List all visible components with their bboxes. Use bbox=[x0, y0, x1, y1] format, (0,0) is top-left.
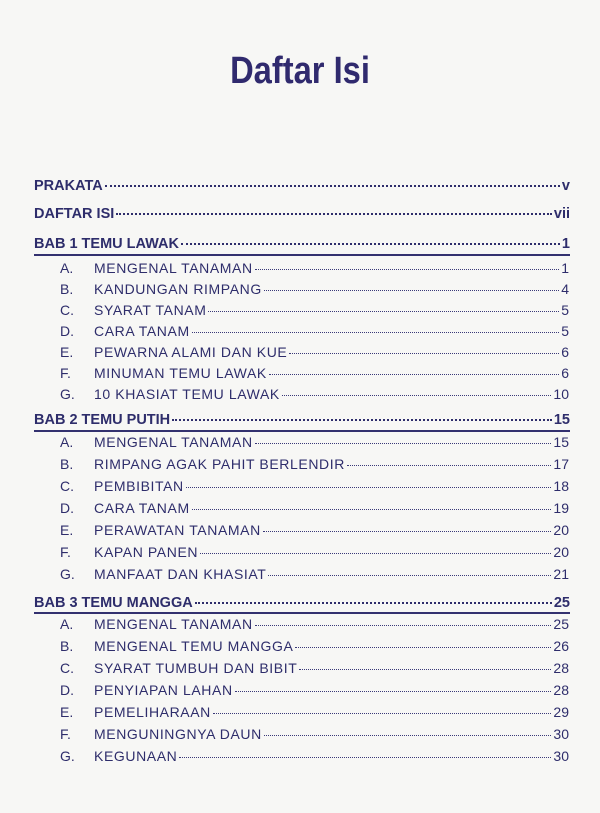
toc-item[interactable] bbox=[60, 433, 569, 451]
chapter-label: BAB 3 TEMU MANGGA bbox=[34, 595, 193, 611]
item-page: 5 bbox=[561, 302, 569, 318]
item-page: 26 bbox=[553, 638, 569, 654]
entry-label: DAFTAR ISI bbox=[34, 206, 115, 222]
item-label: MENGENAL TANAMAN bbox=[94, 434, 253, 450]
item-letter: D. bbox=[60, 500, 74, 516]
dot-leader bbox=[269, 374, 559, 375]
chapter-divider bbox=[34, 430, 570, 432]
dot-leader bbox=[264, 735, 552, 736]
dot-leader bbox=[195, 602, 552, 604]
item-label: PEMELIHARAAN bbox=[94, 704, 211, 720]
dot-leader bbox=[235, 691, 552, 692]
item-label: RIMPANG AGAK PAHIT BERLENDIR bbox=[94, 456, 345, 472]
dot-leader bbox=[255, 269, 560, 270]
item-letter: G. bbox=[60, 748, 75, 764]
dot-leader bbox=[105, 185, 560, 187]
toc-entry-daftar-isi[interactable] bbox=[34, 205, 570, 223]
item-label: MENGENAL TANAMAN bbox=[94, 616, 253, 632]
item-page: 6 bbox=[561, 365, 569, 381]
item-page: 1 bbox=[561, 260, 569, 276]
chapter-page: 15 bbox=[553, 412, 570, 428]
dot-leader bbox=[255, 443, 552, 444]
item-label: MENGENAL TEMU MANGGA bbox=[94, 638, 294, 654]
dot-leader bbox=[282, 395, 552, 396]
item-letter: E. bbox=[60, 704, 74, 720]
item-letter: G. bbox=[60, 386, 75, 402]
toc-item[interactable] bbox=[60, 259, 569, 277]
item-letter: C. bbox=[60, 302, 74, 318]
toc-chapter-1[interactable] bbox=[34, 235, 570, 253]
entry-page: v bbox=[561, 178, 570, 194]
toc-item[interactable] bbox=[60, 521, 569, 539]
item-page: 20 bbox=[553, 544, 569, 560]
item-page: 29 bbox=[553, 704, 569, 720]
item-page: 4 bbox=[561, 281, 569, 297]
item-page: 30 bbox=[553, 726, 569, 742]
item-label: PERAWATAN TANAMAN bbox=[94, 522, 261, 538]
toc-item[interactable] bbox=[60, 565, 569, 583]
item-label: MINUMAN TEMU LAWAK bbox=[94, 365, 267, 381]
item-page: 6 bbox=[561, 344, 569, 360]
item-label: PENYIAPAN LAHAN bbox=[94, 682, 233, 698]
entry-page: vii bbox=[553, 206, 570, 222]
toc-item[interactable] bbox=[60, 637, 569, 655]
toc-chapter-2[interactable] bbox=[34, 411, 570, 429]
dot-leader bbox=[295, 647, 551, 648]
item-label: PEMBIBITAN bbox=[94, 478, 184, 494]
toc-item[interactable] bbox=[60, 322, 569, 340]
chapter-label: BAB 2 TEMU PUTIH bbox=[34, 412, 171, 428]
entry-label: PRAKATA bbox=[34, 178, 103, 194]
item-label: KEGUNAAN bbox=[94, 748, 178, 764]
item-letter: A. bbox=[60, 616, 74, 632]
item-label: MENGENAL TANAMAN bbox=[94, 260, 253, 276]
item-letter: F. bbox=[60, 544, 71, 560]
item-label: SYARAT TUMBUH DAN BIBIT bbox=[94, 660, 298, 676]
chapter-divider bbox=[34, 254, 570, 256]
item-page: 19 bbox=[553, 500, 569, 516]
item-page: 28 bbox=[553, 682, 569, 698]
item-page: 20 bbox=[553, 522, 569, 538]
item-label: KANDUNGAN RIMPANG bbox=[94, 281, 262, 297]
item-page: 30 bbox=[553, 748, 569, 764]
toc-item[interactable] bbox=[60, 477, 569, 495]
item-page: 17 bbox=[553, 456, 569, 472]
chapter-label: BAB 1 TEMU LAWAK bbox=[34, 236, 179, 252]
toc-item[interactable] bbox=[60, 301, 569, 319]
dot-leader bbox=[192, 332, 559, 333]
item-label: SYARAT TANAM bbox=[94, 302, 207, 318]
item-page: 21 bbox=[553, 566, 569, 582]
item-page: 25 bbox=[553, 616, 569, 632]
page-title: Daftar Isi bbox=[230, 50, 370, 92]
item-letter: E. bbox=[60, 522, 74, 538]
dot-leader bbox=[179, 757, 551, 758]
toc-chapter-3[interactable] bbox=[34, 594, 570, 612]
dot-leader bbox=[181, 243, 560, 245]
toc-item[interactable] bbox=[60, 364, 569, 382]
dot-leader bbox=[192, 509, 552, 510]
dot-leader bbox=[208, 311, 559, 312]
item-page: 28 bbox=[553, 660, 569, 676]
item-letter: B. bbox=[60, 638, 74, 654]
item-label: CARA TANAM bbox=[94, 323, 190, 339]
item-page: 18 bbox=[553, 478, 569, 494]
toc-item[interactable] bbox=[60, 703, 569, 721]
item-letter: A. bbox=[60, 434, 74, 450]
item-label: PEWARNA ALAMI DAN KUE bbox=[94, 344, 288, 360]
dot-leader bbox=[263, 531, 552, 532]
item-letter: B. bbox=[60, 281, 74, 297]
item-page: 15 bbox=[553, 434, 569, 450]
dot-leader bbox=[268, 575, 551, 576]
toc-item[interactable] bbox=[60, 659, 569, 677]
dot-leader bbox=[213, 713, 552, 714]
toc-item[interactable] bbox=[60, 681, 569, 699]
item-label: 10 KHASIAT TEMU LAWAK bbox=[94, 386, 280, 402]
item-letter: D. bbox=[60, 682, 74, 698]
item-page: 5 bbox=[561, 323, 569, 339]
item-letter: F. bbox=[60, 726, 71, 742]
item-letter: E. bbox=[60, 344, 74, 360]
item-label: CARA TANAM bbox=[94, 500, 190, 516]
item-letter: B. bbox=[60, 456, 74, 472]
item-letter: D. bbox=[60, 323, 74, 339]
toc-entry-prakata[interactable] bbox=[34, 177, 570, 195]
toc-item[interactable] bbox=[60, 385, 569, 403]
toc-item[interactable] bbox=[60, 343, 569, 361]
toc-item[interactable] bbox=[60, 455, 569, 473]
item-letter: C. bbox=[60, 478, 74, 494]
item-letter: A. bbox=[60, 260, 74, 276]
chapter-page: 1 bbox=[561, 236, 570, 252]
toc-item[interactable] bbox=[60, 615, 569, 633]
toc-item[interactable] bbox=[60, 280, 569, 298]
chapter-page: 25 bbox=[553, 595, 570, 611]
item-page: 10 bbox=[553, 386, 569, 402]
item-label: KAPAN PANEN bbox=[94, 544, 199, 560]
dot-leader bbox=[299, 669, 551, 670]
toc-item[interactable] bbox=[60, 725, 569, 743]
dot-leader bbox=[186, 487, 552, 488]
item-label: MANFAAT DAN KHASIAT bbox=[94, 566, 267, 582]
dot-leader bbox=[172, 419, 552, 421]
dot-leader bbox=[255, 625, 552, 626]
item-letter: G. bbox=[60, 566, 75, 582]
dot-leader bbox=[200, 553, 551, 554]
item-letter: F. bbox=[60, 365, 71, 381]
item-label: MENGUNINGNYA DAUN bbox=[94, 726, 262, 742]
toc-item[interactable] bbox=[60, 747, 569, 765]
dot-leader bbox=[289, 353, 559, 354]
dot-leader bbox=[264, 290, 559, 291]
item-letter: C. bbox=[60, 660, 74, 676]
toc-item[interactable] bbox=[60, 499, 569, 517]
chapter-divider bbox=[34, 612, 570, 614]
dot-leader bbox=[116, 213, 552, 215]
dot-leader bbox=[347, 465, 551, 466]
toc-item[interactable] bbox=[60, 543, 569, 561]
